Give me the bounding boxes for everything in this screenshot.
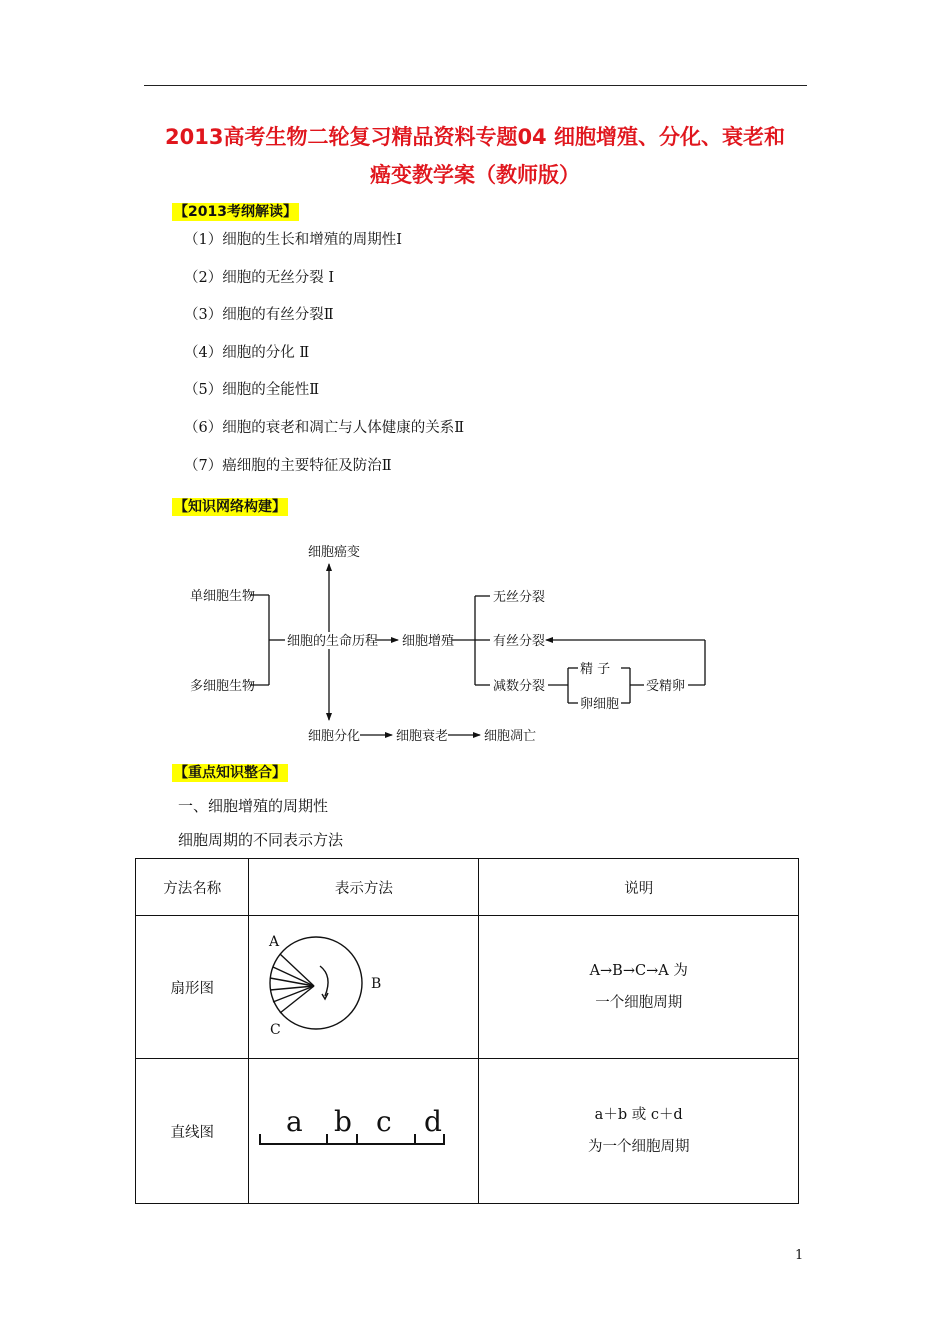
fan-label-b: B: [371, 976, 382, 992]
description-cell: [479, 916, 799, 1059]
node-meiosis: 减数分裂: [493, 679, 546, 694]
node-aging: 细胞衰老: [396, 729, 449, 744]
table-header: 表示方法: [249, 859, 479, 916]
description-line: A→B→C→A 为: [589, 963, 688, 979]
page-number: 1: [795, 1248, 804, 1263]
node-life-history: 细胞的生命历程: [287, 634, 379, 649]
fan-chart-figure: [249, 916, 478, 1054]
method-name: 直线图: [136, 1059, 249, 1204]
description-line: 为一个细胞周期: [587, 1139, 690, 1155]
fan-label-a: A: [269, 934, 280, 950]
cell-cycle-table: [135, 858, 799, 1204]
node-sperm: 精 子: [580, 662, 611, 677]
table-row: [136, 916, 799, 1059]
knowledge-network-diagram: [170, 530, 730, 755]
title-line-1: 2013高考生物二轮复习精品资料专题04 细胞增殖、分化、衰老和: [165, 125, 785, 149]
syllabus-item: （7）癌细胞的主要特征及防治Ⅱ: [184, 458, 392, 474]
section-heading-syllabus: 【2013考纲解读】: [174, 204, 297, 220]
syllabus-item: （4）细胞的分化 Ⅱ: [184, 345, 310, 361]
line-chart-cell: [249, 1059, 479, 1204]
syllabus-item: （3）细胞的有丝分裂Ⅱ: [184, 307, 334, 323]
table-row: [136, 1059, 799, 1204]
syllabus-item: （2）细胞的无丝分裂 Ⅰ: [184, 270, 335, 286]
section-heading-key-knowledge: 【重点知识整合】: [174, 765, 286, 781]
node-unicellular: 单细胞生物: [190, 589, 256, 604]
line-label-b: b: [334, 1105, 353, 1138]
method-name: 扇形图: [136, 916, 249, 1059]
line-chart-figure: [249, 1059, 478, 1199]
syllabus-item: （5）细胞的全能性Ⅱ: [184, 382, 320, 398]
subheading-cell-cycle: 一、细胞增殖的周期性: [178, 797, 329, 815]
fan-chart-cell: [249, 916, 479, 1059]
title-line-2: 癌变教学案（教师版）: [370, 163, 580, 187]
description-cell: [479, 1059, 799, 1204]
line-label-a: a: [286, 1105, 304, 1138]
section-heading-knowledge-network: 【知识网络构建】: [174, 499, 286, 515]
subheading-representations: 细胞周期的不同表示方法: [178, 831, 344, 849]
node-mitosis: 有丝分裂: [493, 634, 546, 649]
node-egg: 卵细胞: [580, 697, 620, 712]
fan-label-c: C: [270, 1022, 282, 1038]
line-label-d: d: [424, 1105, 443, 1138]
node-zygote: 受精卵: [646, 679, 686, 694]
description-line: 一个细胞周期: [595, 995, 683, 1011]
top-rule: [144, 85, 807, 86]
description-line: a＋b 或 c＋d: [594, 1107, 683, 1123]
node-differentiation: 细胞分化: [308, 729, 361, 744]
node-multicellular: 多细胞生物: [190, 679, 256, 694]
syllabus-item: （1）细胞的生长和增殖的周期性Ⅰ: [184, 232, 402, 248]
node-proliferation: 细胞增殖: [402, 634, 455, 649]
table-header: 说明: [479, 859, 799, 916]
line-label-c: c: [376, 1105, 393, 1138]
table-header-row: [136, 859, 799, 916]
node-cancer: 细胞癌变: [308, 545, 361, 560]
table-header: 方法名称: [136, 859, 249, 916]
syllabus-item: （6）细胞的衰老和凋亡与人体健康的关系Ⅱ: [184, 420, 465, 436]
node-amitosis: 无丝分裂: [493, 590, 546, 605]
node-apoptosis: 细胞凋亡: [484, 729, 537, 744]
